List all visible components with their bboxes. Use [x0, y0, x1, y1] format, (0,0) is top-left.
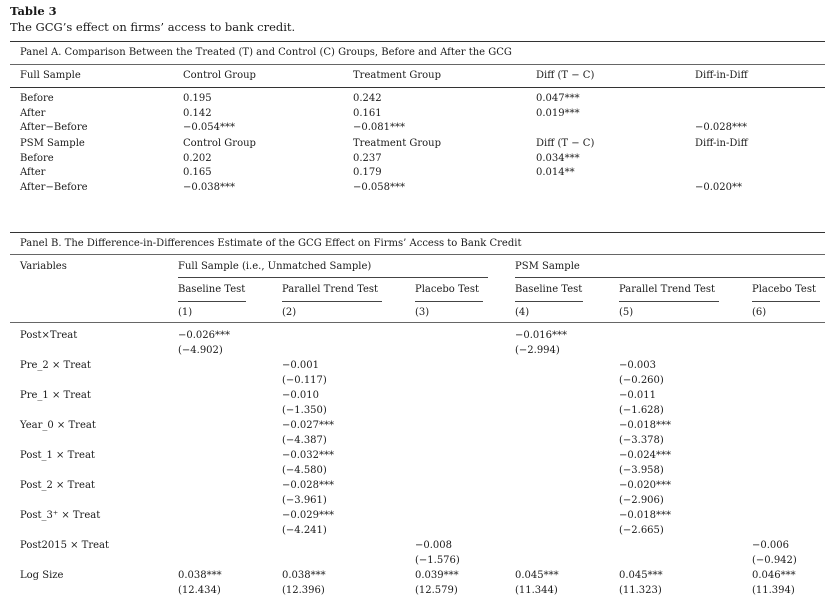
coefficient: −0.026*** [178, 330, 231, 341]
variable-name: Year_0 × Treat [20, 420, 96, 431]
column-number: (1) [178, 307, 193, 318]
panel-a-cell: Treatment Group [353, 138, 442, 149]
test-underline [178, 301, 246, 302]
panel-a-row-label: After [20, 167, 46, 178]
rule-group-psm [515, 277, 825, 278]
test-label: Placebo Test [415, 284, 479, 295]
t-statistic: (12.396) [282, 585, 325, 596]
t-statistic: (−0.260) [619, 375, 664, 386]
coefficient: −0.008 [415, 540, 453, 551]
panel-a-cell: −0.081*** [353, 122, 406, 133]
panel-a-cell: 0.019*** [536, 108, 580, 119]
panel-a-row-label: After [20, 108, 46, 119]
panel-a-cell: 0.237 [353, 153, 382, 164]
t-statistic: (−3.958) [619, 465, 664, 476]
panel-a-header-cell: Diff (T − C) [536, 70, 595, 81]
test-label: Parallel Trend Test [619, 284, 716, 295]
coefficient: −0.020*** [619, 480, 672, 491]
rule-panel-a-header [10, 87, 825, 88]
rule-panel-a-title [10, 64, 825, 65]
panel-a-cell: 0.242 [353, 93, 382, 104]
panel-a-cell: 0.142 [183, 108, 212, 119]
panel-b-title: Panel B. The Difference-in-Differences Estimate of the GCG Effect on Firms’ Access to Bank Credit [20, 238, 522, 249]
t-statistic: (11.394) [752, 585, 795, 596]
coefficient: −0.011 [619, 390, 657, 401]
panel-a-header-cell: Control Group [183, 70, 256, 81]
panel-a-header-cell: Treatment Group [353, 70, 442, 81]
t-statistic: (−0.117) [282, 375, 327, 386]
variable-name: Pre_2 × Treat [20, 360, 91, 371]
t-statistic: (11.344) [515, 585, 558, 596]
panel-a-cell: Control Group [183, 138, 256, 149]
test-underline [282, 301, 382, 302]
table-label: Table 3 [10, 4, 57, 18]
coefficient: 0.038*** [178, 570, 222, 581]
panel-a-title: Panel A. Comparison Between the Treated (T) and Control (C) Groups, Before and After the GCG [20, 47, 512, 58]
test-label: Parallel Trend Test [282, 284, 379, 295]
rule-group-full [178, 277, 488, 278]
panel-a-cell: 0.165 [183, 167, 212, 178]
t-statistic: (−2.665) [619, 525, 664, 536]
t-statistic: (−3.378) [619, 435, 664, 446]
test-underline [752, 301, 820, 302]
table-caption: The GCG’s effect on firms’ access to bank credit. [10, 20, 296, 34]
coefficient: 0.045*** [515, 570, 559, 581]
test-underline [515, 301, 583, 302]
panel-a-cell: −0.054*** [183, 122, 236, 133]
t-statistic: (11.323) [619, 585, 662, 596]
test-underline [415, 301, 483, 302]
panel-a-cell: Diff-in-Diff [695, 138, 748, 149]
group-psm-label: PSM Sample [515, 261, 580, 272]
rule-top [10, 41, 825, 42]
rule-panel-b-title [10, 254, 825, 255]
coefficient: −0.003 [619, 360, 657, 371]
test-label: Baseline Test [178, 284, 246, 295]
coefficient: 0.039*** [415, 570, 459, 581]
coefficient: 0.045*** [619, 570, 663, 581]
panel-a-cell: 0.161 [353, 108, 382, 119]
column-number: (3) [415, 307, 430, 318]
t-statistic: (−1.628) [619, 405, 664, 416]
panel-a-cell: 0.014** [536, 167, 575, 178]
variables-label: Variables [20, 261, 67, 272]
test-label: Baseline Test [515, 284, 583, 295]
t-statistic: (−2.994) [515, 345, 560, 356]
panel-a-cell: 0.179 [353, 167, 382, 178]
t-statistic: (12.579) [415, 585, 458, 596]
variable-name: Pre_1 × Treat [20, 390, 91, 401]
column-number: (2) [282, 307, 297, 318]
panel-a-cell: −0.020** [695, 182, 743, 193]
coefficient: −0.006 [752, 540, 790, 551]
t-statistic: (−1.350) [282, 405, 327, 416]
variable-name: Log Size [20, 570, 64, 581]
column-number: (4) [515, 307, 530, 318]
panel-a-cell: 0.034*** [536, 153, 580, 164]
group-full-label: Full Sample (i.e., Unmatched Sample) [178, 261, 372, 272]
panel-a-cell: −0.058*** [353, 182, 406, 193]
variable-name: Post2015 × Treat [20, 540, 110, 551]
t-statistic: (−0.942) [752, 555, 797, 566]
panel-a-cell: 0.195 [183, 93, 212, 104]
panel-a-row-label: PSM Sample [20, 138, 85, 149]
variable-name: Post×Treat [20, 330, 78, 341]
coefficient: 0.046*** [752, 570, 796, 581]
panel-a-cell: −0.028*** [695, 122, 748, 133]
panel-a-row-label: Before [20, 93, 54, 104]
t-statistic: (−4.241) [282, 525, 327, 536]
test-underline [619, 301, 719, 302]
panel-a-cell: Diff (T − C) [536, 138, 595, 149]
panel-a-cell: 0.202 [183, 153, 212, 164]
panel-a-row-label: After−Before [20, 122, 88, 133]
coefficient: 0.038*** [282, 570, 326, 581]
coefficient: −0.032*** [282, 450, 335, 461]
coefficient: −0.018*** [619, 420, 672, 431]
coefficient: −0.024*** [619, 450, 672, 461]
t-statistic: (−4.902) [178, 345, 223, 356]
t-statistic: (12.434) [178, 585, 221, 596]
rule-panel-b-header [10, 322, 825, 323]
panel-a-header-cell: Full Sample [20, 70, 81, 81]
t-statistic: (−1.576) [415, 555, 460, 566]
coefficient: −0.018*** [619, 510, 672, 521]
coefficient: −0.010 [282, 390, 320, 401]
column-number: (5) [619, 307, 634, 318]
coefficient: −0.029*** [282, 510, 335, 521]
panel-a-row-label: Before [20, 153, 54, 164]
t-statistic: (−2.906) [619, 495, 664, 506]
coefficient: −0.028*** [282, 480, 335, 491]
panel-a-header-cell: Diff-in-Diff [695, 70, 748, 81]
t-statistic: (−3.961) [282, 495, 327, 506]
variable-name: Post_3⁺ × Treat [20, 510, 101, 521]
variable-name: Post_1 × Treat [20, 450, 95, 461]
coefficient: −0.016*** [515, 330, 568, 341]
test-label: Placebo Test [752, 284, 816, 295]
t-statistic: (−4.580) [282, 465, 327, 476]
rule-panel-b-top [10, 232, 825, 233]
coefficient: −0.001 [282, 360, 320, 371]
variable-name: Post_2 × Treat [20, 480, 95, 491]
t-statistic: (−4.387) [282, 435, 327, 446]
column-number: (6) [752, 307, 767, 318]
panel-a-row-label: After−Before [20, 182, 88, 193]
coefficient: −0.027*** [282, 420, 335, 431]
panel-a-cell: −0.038*** [183, 182, 236, 193]
panel-a-cell: 0.047*** [536, 93, 580, 104]
